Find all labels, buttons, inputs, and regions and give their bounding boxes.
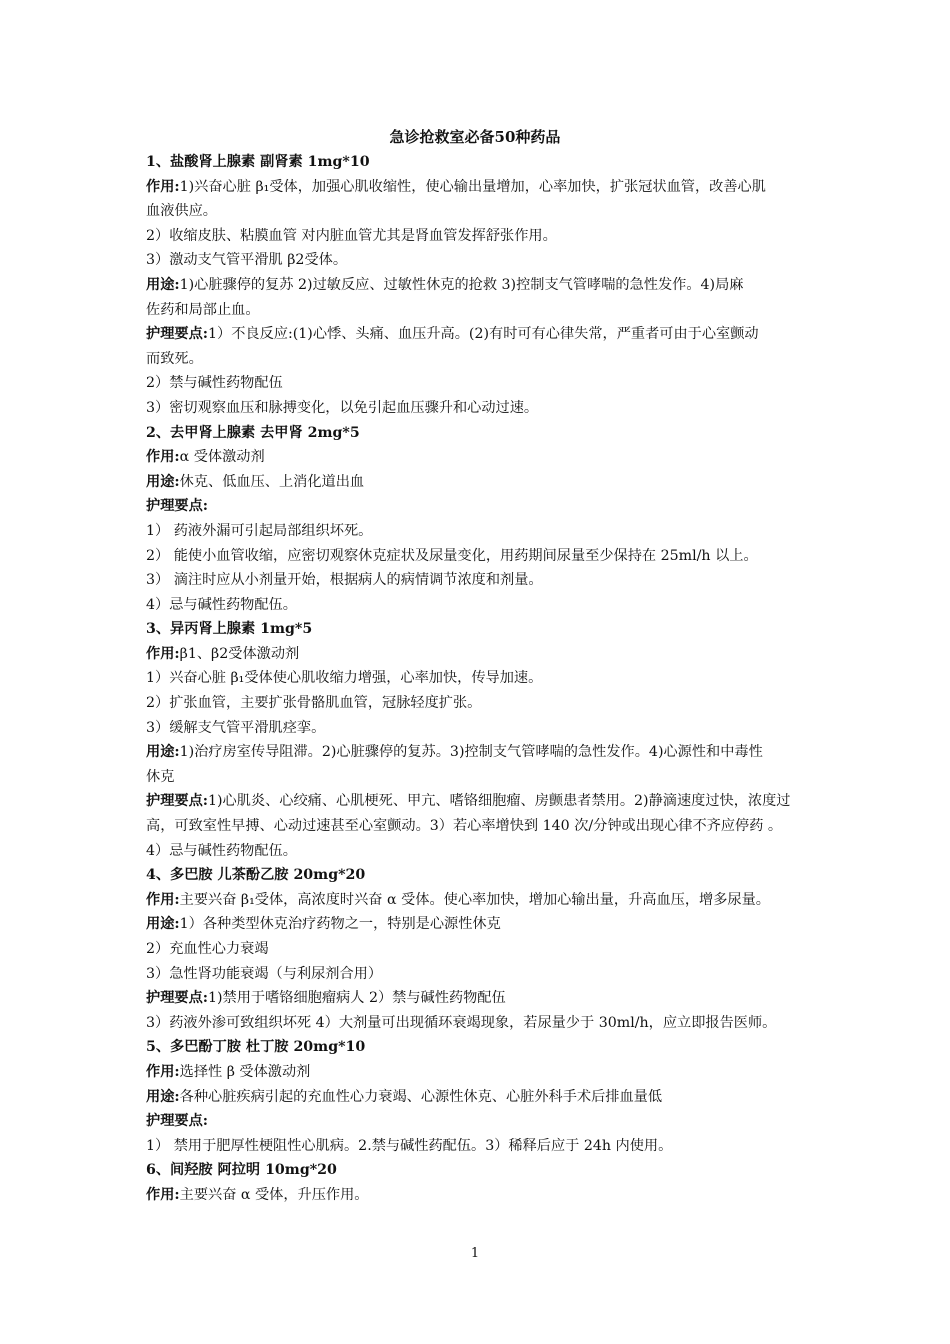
document-body [146, 150, 874, 1208]
line-text: 2）禁与碱性药物配伍 [146, 375, 283, 392]
text-line [146, 986, 874, 1011]
text-line [146, 962, 874, 987]
line-text: 4、多巴胺 儿茶酚乙胺 20mg*20 [146, 867, 366, 884]
line-text: 2） 能使小血管收缩，应密切观察休克症状及尿量变化，用药期间尿量至少保持在 25ml/h 以上。 [146, 547, 758, 564]
field-label: 作用: [146, 178, 180, 195]
text-line [146, 716, 874, 741]
text-line [146, 912, 874, 937]
line-text: 佐药和局部止血。 [146, 301, 260, 318]
line-text: 1）不良反应:(1)心悸、头痛、血压升高。(2)有时可有心律失常，严重者可由于心室颤动 [208, 326, 759, 343]
drug-heading [146, 421, 874, 446]
line-text: α 受体激动剂 [179, 449, 265, 466]
text-line [146, 765, 874, 790]
field-label: 作用: [146, 1186, 180, 1203]
line-text: 血液供应。 [146, 203, 217, 220]
line-text: 1)禁用于嗜铬细胞瘤病人 2）禁与碱性药物配伍 [208, 990, 506, 1007]
text-line [146, 937, 874, 962]
text-line [146, 396, 874, 421]
field-label: 用途: [146, 1088, 180, 1105]
text-line [146, 814, 874, 839]
text-line [146, 1134, 874, 1159]
line-text: 1）各种类型休克治疗药物之一，特别是心源性休克 [179, 916, 501, 933]
drug-heading [146, 1158, 874, 1183]
line-text: 3、异丙肾上腺素 1mg*5 [146, 621, 313, 638]
drug-heading [146, 1035, 874, 1060]
page-number: 1 [470, 1246, 480, 1261]
line-text: 选择性 β 受体激动剂 [179, 1063, 311, 1080]
text-line [146, 593, 874, 618]
line-text: 1)兴奋心脏 β₁受体，加强心肌收缩性，使心输出量增加，心率加快，扩张冠状血管，改善心肌 [179, 178, 766, 195]
field-label: 护理要点: [146, 990, 208, 1007]
field-label: 护理要点: [146, 326, 208, 343]
text-line [146, 175, 874, 200]
line-text: 主要兴奋 α 受体，升压作用。 [179, 1186, 369, 1203]
line-text: 3） 滴注时应从小剂量开始，根据病人的病情调节浓度和剂量。 [146, 572, 543, 589]
drug-heading [146, 863, 874, 888]
text-line [146, 1011, 874, 1036]
field-label: 作用: [146, 645, 180, 662]
line-text: 3）急性肾功能衰竭（与利尿剂合用） [146, 965, 383, 982]
field-label: 作用: [146, 449, 180, 466]
text-line [146, 642, 874, 667]
line-text: 6、间羟胺 阿拉明 10mg*20 [146, 1162, 337, 1179]
field-label: 作用: [146, 1063, 180, 1080]
line-text: 3）药液外渗可致组织坏死 4）大剂量可出现循环衰竭现象，若尿量少于 30ml/h，应立即报告医师。 [146, 1014, 777, 1031]
field-label: 用途: [146, 276, 180, 293]
text-line [146, 298, 874, 323]
text-line [146, 691, 874, 716]
line-text: 1)心肌炎、心绞痛、心肌梗死、甲亢、嗜铬细胞瘤、房颤患者禁用。2)静滴速度过快，浓度过 [208, 793, 791, 810]
text-line [146, 888, 874, 913]
line-text: 1） 药液外漏可引起局部组织坏死。 [146, 522, 373, 539]
text-line [146, 470, 874, 495]
text-line [146, 224, 874, 249]
text-line [146, 740, 874, 765]
text-line [146, 1183, 874, 1208]
line-text: 1)治疗房室传导阻滞。2)心脏骤停的复苏。3)控制支气管哮喘的急性发作。4)心源性和中毒性 [179, 744, 763, 761]
text-line [146, 273, 874, 298]
field-label: 用途: [146, 473, 180, 490]
line-text: 1、盐酸肾上腺素 副肾素 1mg*10 [146, 154, 370, 170]
field-label: 护理要点: [146, 793, 208, 810]
line-text: 主要兴奋 β₁受体，高浓度时兴奋 α 受体。使心率加快，增加心输出量，升高血压，增多尿量。 [179, 891, 770, 908]
text-line [146, 248, 874, 273]
text-line [146, 1109, 874, 1134]
line-text: 1）兴奋心脏 β₁受体使心肌收缩力增强，心率加快，传导加速。 [146, 670, 543, 687]
text-line [146, 445, 874, 470]
line-text: 1)心脏骤停的复苏 2)过敏反应、过敏性休克的抢救 3)控制支气管哮喘的急性发作。4)局麻 [179, 276, 744, 293]
line-text: 而致死。 [146, 350, 203, 367]
line-text: 休克 [146, 768, 175, 785]
line-text: 各种心脏疾病引起的充血性心力衰竭、心源性休克、心脏外科手术后排血量低 [179, 1088, 663, 1105]
line-text: 5、多巴酚丁胺 杜丁胺 20mg*10 [146, 1039, 366, 1056]
document-title: 急诊抢救室必备50种药品 [389, 128, 561, 146]
field-label: 护理要点: [146, 1113, 208, 1130]
text-line [146, 839, 874, 864]
text-line [146, 494, 874, 519]
line-text: 2）收缩皮肤、粘膜血管 对内脏血管尤其是肾血管发挥舒张作用。 [146, 227, 557, 244]
line-text: 4）忌与碱性药物配伍。 [146, 842, 297, 859]
text-line [146, 347, 874, 372]
line-text: 高，可致室性早搏、心动过速甚至心室颤动。3）若心率增快到 140 次/分钟或出现心律不齐应停药 。 [146, 818, 783, 835]
text-line [146, 1085, 874, 1110]
line-text: 休克、低血压、上消化道出血 [179, 473, 365, 490]
line-text: 3）激动支气管平滑肌 β2受体。 [146, 252, 348, 269]
field-label: 用途: [146, 744, 180, 761]
drug-heading [146, 617, 874, 642]
text-line [146, 544, 874, 569]
drug-heading [146, 150, 874, 175]
field-label: 作用: [146, 891, 180, 908]
field-label: 护理要点: [146, 498, 208, 515]
line-text: β1、β2受体激动剂 [179, 645, 300, 662]
text-line [146, 568, 874, 593]
line-text: 1） 禁用于肥厚性梗阻性心肌病。2.禁与碱性药配伍。3）稀释后应于 24h 内使用。 [146, 1137, 673, 1154]
line-text: 2）扩张血管，主要扩张骨骼肌血管，冠脉轻度扩张。 [146, 695, 482, 712]
text-line [146, 322, 874, 347]
line-text: 2）充血性心力衰竭 [146, 941, 269, 957]
text-line [146, 519, 874, 544]
line-text: 4）忌与碱性药物配伍。 [146, 596, 297, 613]
text-line [146, 666, 874, 691]
line-text: 3）缓解支气管平滑肌痉挛。 [146, 719, 326, 736]
text-line [146, 371, 874, 396]
text-line [146, 789, 874, 814]
field-label: 用途: [146, 916, 180, 933]
text-line [146, 1060, 874, 1085]
text-line [146, 199, 874, 224]
line-text: 3）密切观察血压和脉搏变化，以免引起血压骤升和心动过速。 [146, 399, 539, 416]
line-text: 2、去甲肾上腺素 去甲肾 2mg*5 [146, 424, 360, 441]
